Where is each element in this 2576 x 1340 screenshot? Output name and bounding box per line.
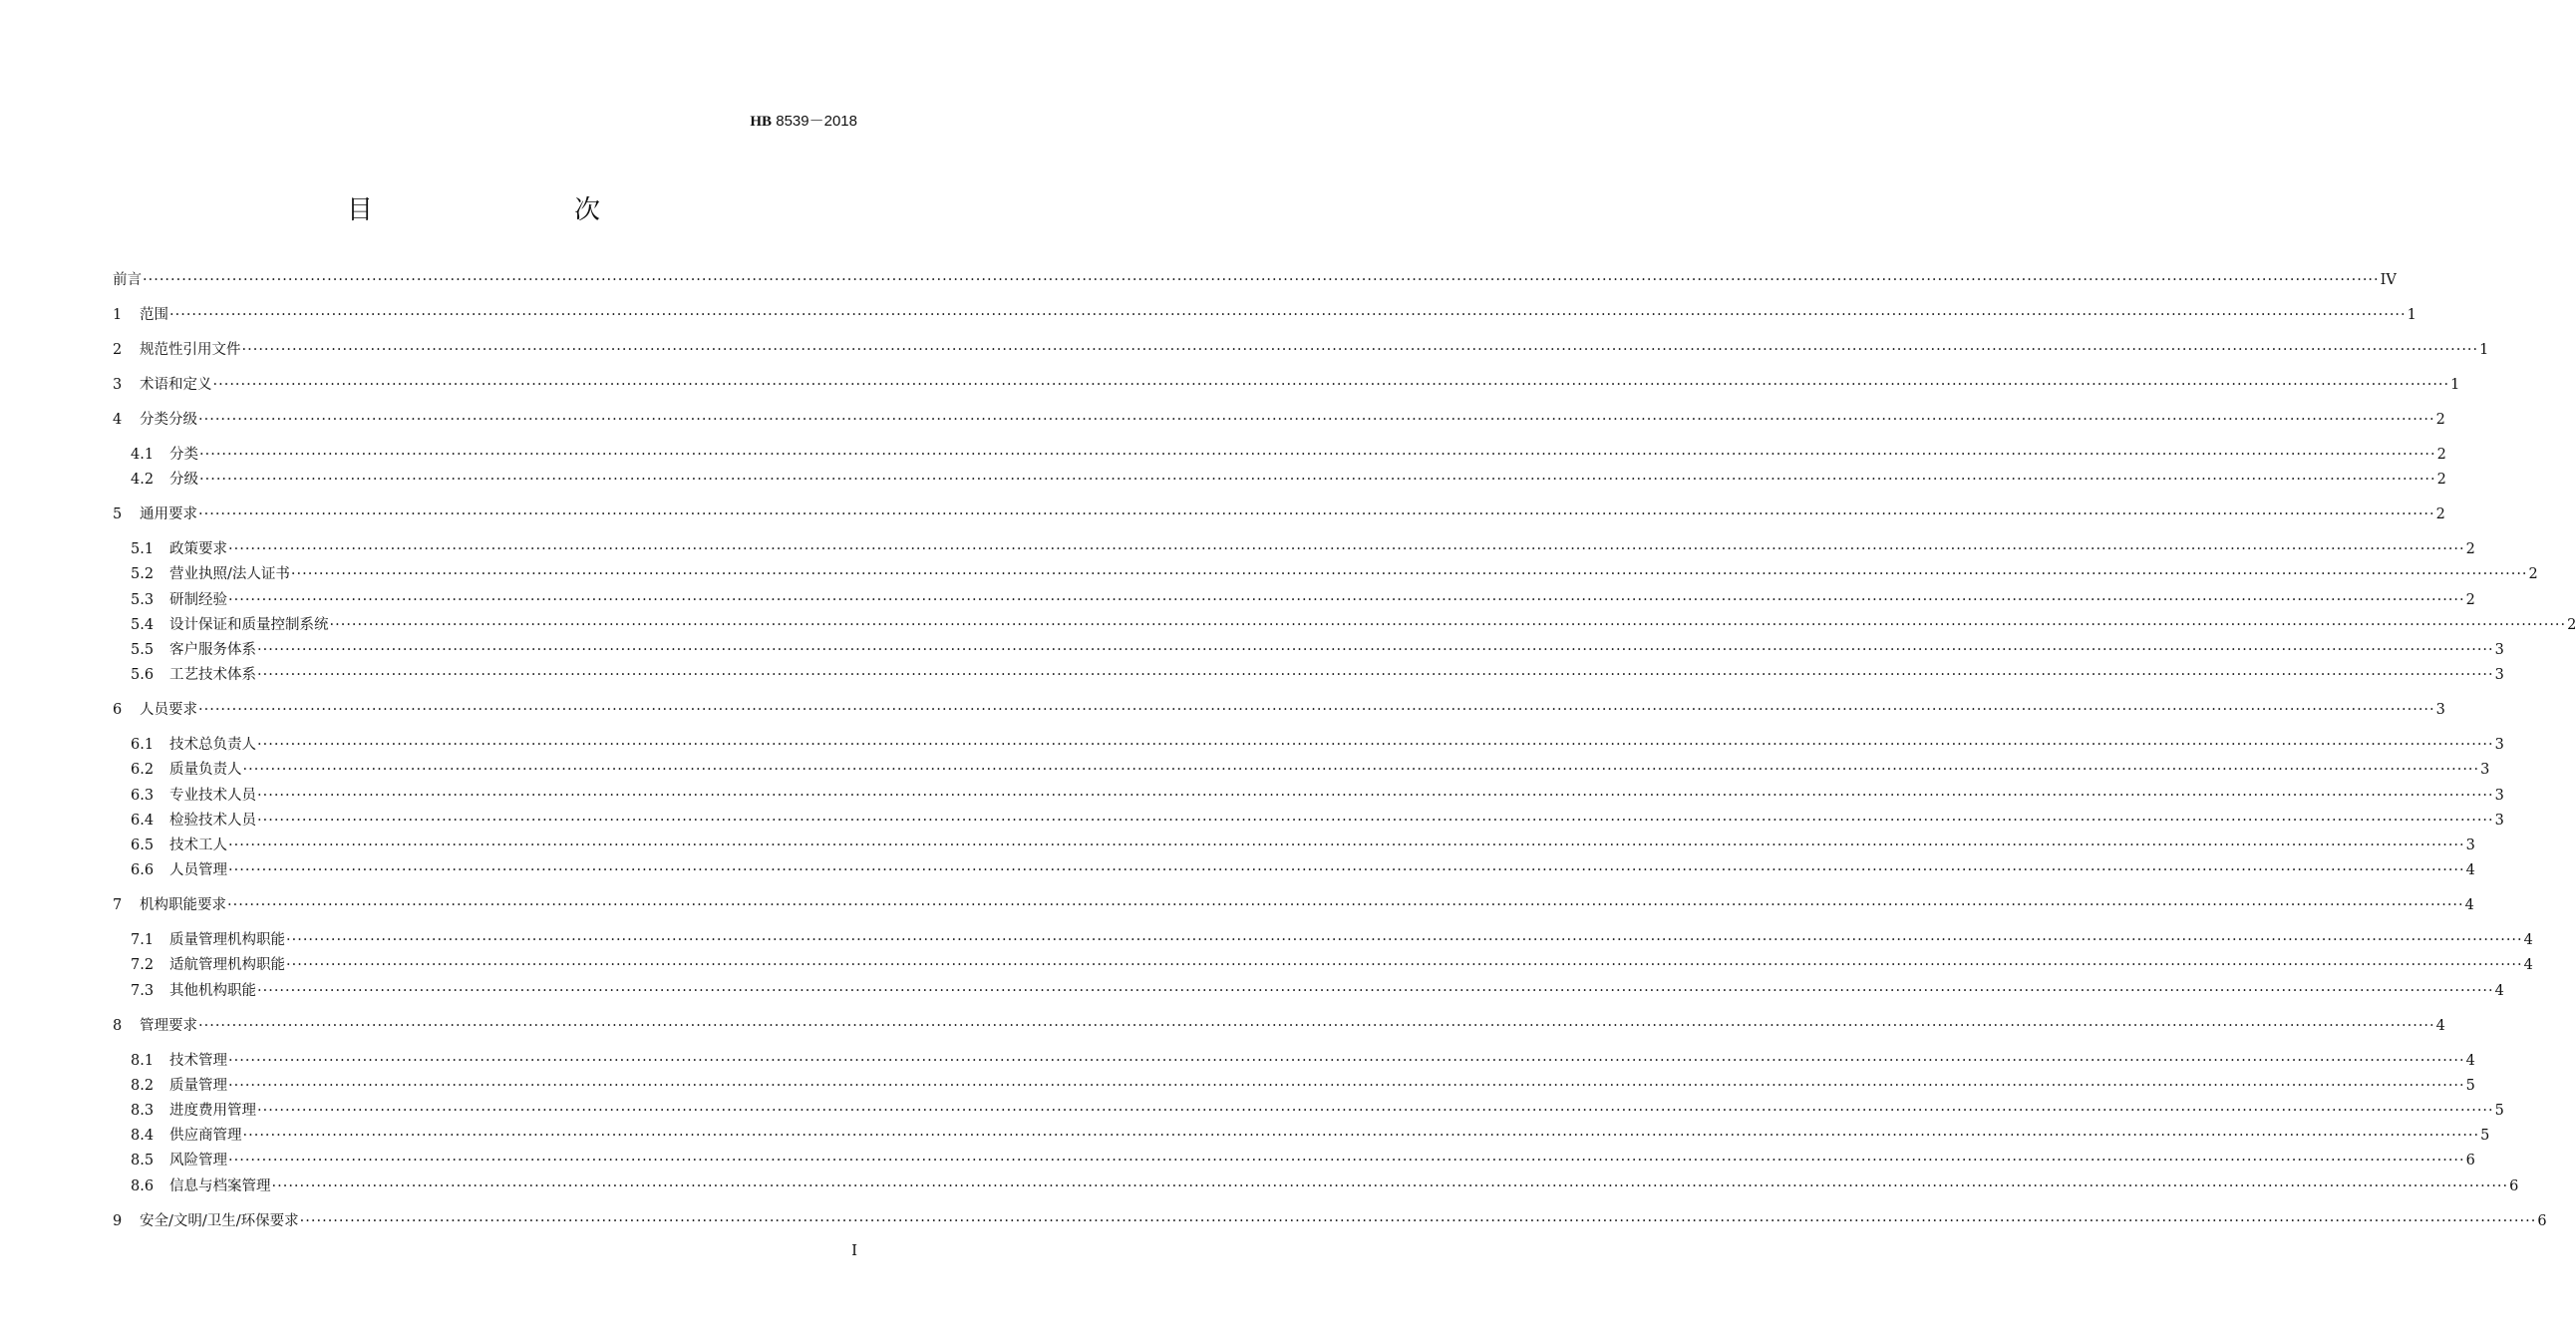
toc-entry-page: 5	[2494, 1103, 2504, 1119]
toc-entry-page: 3	[2494, 642, 2504, 658]
toc-entry-label: 工艺技术体系	[169, 667, 256, 684]
toc-entry[interactable]	[131, 810, 2504, 832]
toc-entry-number: 5.1	[131, 541, 155, 558]
toc-leader-dots: ················································································································································································································································································································································································································	[228, 541, 2465, 558]
toc-leader-dots: ················································································································································································································································································································································································································	[271, 1177, 2509, 1194]
toc-entry-label: 管理要求	[140, 1017, 197, 1034]
toc-entry-page: 3	[2494, 812, 2504, 829]
toc-entry-number: 4.1	[131, 447, 155, 463]
toc-entry-page: 4	[2494, 982, 2504, 999]
toc-entry-number: 6.6	[131, 862, 155, 879]
toc-leader-dots: ················································································································································································································································································································································································································	[242, 762, 2480, 779]
toc-leader-dots: ················································································································································································································································································································································································································	[228, 1077, 2465, 1094]
toc-entry[interactable]	[131, 785, 2504, 807]
toc-entry[interactable]	[113, 699, 2445, 721]
toc-entry-page: 2	[2436, 472, 2446, 489]
toc-entry-label: 人员要求	[140, 702, 197, 719]
toc-entry-label: 范围	[140, 307, 168, 323]
toc-entry-number: 4.2	[131, 472, 155, 489]
toc-entry-page: 3	[2435, 702, 2445, 719]
toc-entry-label: 政策要求	[169, 541, 227, 558]
toc-entry-number: 4	[113, 412, 123, 428]
toc-entry[interactable]	[131, 664, 2504, 686]
toc-entry-number: 6.2	[131, 762, 155, 779]
toc-entry[interactable]	[131, 759, 2490, 781]
toc-entry-number: 6.1	[131, 737, 155, 754]
toc-entry-page: 1	[2407, 307, 2416, 323]
toc-entry-page: 4	[2435, 1017, 2445, 1034]
toc-entry-label: 前言	[113, 272, 142, 288]
toc-entry-page: 2	[2435, 506, 2445, 523]
toc-entry-label: 进度费用管理	[169, 1103, 256, 1119]
toc-leader-dots: ················································································································································································································································································································································································································	[286, 957, 2523, 974]
toc-entry-number: 3	[113, 377, 123, 393]
toc-entry-number: 7.3	[131, 982, 155, 999]
toc-entry[interactable]	[113, 1015, 2445, 1037]
toc-entry-number: 6.3	[131, 787, 155, 804]
toc-entry-page: 3	[2494, 787, 2504, 804]
toc-leader-dots: ················································································································································································································································································································································································································	[143, 272, 2380, 288]
toc-entry-number: 8.3	[131, 1103, 155, 1119]
toc-entry-label: 检验技术人员	[169, 812, 256, 829]
toc-leader-dots: ················································································································································································································································································································································································································	[228, 862, 2465, 879]
document-code-prefix: HB	[750, 114, 773, 130]
toc-entry[interactable]	[113, 894, 2474, 916]
toc-entry-number: 5.5	[131, 642, 155, 658]
toc-entry-label: 通用要求	[140, 506, 197, 523]
toc-entry[interactable]	[113, 339, 2489, 361]
toc-entry-label: 设计保证和质量控制系统	[169, 616, 329, 633]
toc-entry-label: 其他机构职能	[169, 982, 256, 999]
toc-leader-dots: ················································································································································································································································································································································································································	[257, 982, 2494, 999]
toc-entry-number: 8.4	[131, 1128, 155, 1145]
toc-entry-label: 技术管理	[169, 1052, 227, 1069]
toc-entry-label: 分级	[169, 472, 198, 489]
toc-entry-page: 3	[2494, 667, 2504, 684]
toc-entry[interactable]	[131, 444, 2446, 466]
toc-entry-page: 1	[2479, 342, 2489, 358]
toc-entry-page: 4	[2464, 897, 2474, 914]
toc-entry-number: 6	[113, 702, 123, 719]
toc-entry[interactable]	[131, 980, 2504, 1002]
toc-entry-label: 质量负责人	[169, 762, 242, 779]
toc-entry[interactable]	[131, 1150, 2475, 1172]
toc-entry[interactable]	[131, 639, 2504, 661]
toc-leader-dots: ················································································································································································································································································································································································································	[257, 737, 2494, 754]
toc-entry-label: 技术工人	[169, 838, 227, 853]
toc-entry-page: 4	[2523, 932, 2533, 949]
toc-leader-dots: ················································································································································································································································································································································································································	[228, 1153, 2465, 1170]
toc-leader-dots: ················································································································································································································································································································································································································	[228, 1052, 2465, 1069]
toc-entry-page: 3	[2480, 762, 2490, 779]
toc-entry[interactable]	[131, 1175, 2519, 1197]
toc-entry-number: 7.1	[131, 932, 155, 949]
toc-entry-label: 分类	[169, 447, 198, 463]
toc-entry-page: 2	[2465, 541, 2475, 558]
toc-leader-dots: ················································································································································································································································································································································································································	[227, 897, 2464, 914]
toc-entry[interactable]	[131, 1125, 2490, 1147]
toc-entry-page: 2	[2436, 447, 2446, 463]
toc-entry-number: 7.2	[131, 957, 155, 974]
toc-entry-page: 6	[2509, 1177, 2519, 1194]
toc-entry-page: 6	[2465, 1153, 2475, 1170]
toc-entry-page: 2	[2435, 412, 2445, 428]
toc-entry-number: 5.2	[131, 566, 155, 583]
toc-entry-number: 1	[113, 307, 123, 323]
toc-entry-label: 营业执照/法人证书	[169, 566, 290, 583]
toc-leader-dots: ················································································································································································································································································································································································································	[198, 412, 2435, 428]
toc-leader-dots: ················································································································································································································································································································································································································	[199, 447, 2436, 463]
toc-leader-dots: ················································································································································································································································································································································································································	[169, 307, 2407, 323]
toc-entry-label: 专业技术人员	[169, 787, 256, 804]
toc-entry-label: 规范性引用文件	[140, 342, 241, 358]
toc-leader-dots: ················································································································································································································································································································································································································	[299, 1212, 2537, 1229]
toc-entry-label: 供应商管理	[169, 1128, 242, 1145]
toc-entry[interactable]	[113, 503, 2445, 525]
toc-entry-number: 8.2	[131, 1077, 155, 1094]
toc-entry-number: 8.5	[131, 1153, 155, 1170]
toc-entry[interactable]	[131, 469, 2446, 491]
toc-entry[interactable]	[131, 954, 2533, 976]
toc-leader-dots: ················································································································································································································································································································································································································	[241, 342, 2479, 358]
toc-leader-dots: ················································································································································································································································································································································································································	[198, 702, 2435, 719]
toc-entry-label: 质量管理机构职能	[169, 932, 285, 949]
toc-entry-label: 分类分级	[140, 412, 197, 428]
toc-entry-number: 6.5	[131, 838, 155, 853]
toc-entry-page: IV	[2380, 272, 2397, 288]
toc-entry[interactable]	[113, 409, 2445, 431]
toc-entry[interactable]	[131, 1100, 2504, 1122]
toc-entry-number: 8	[113, 1017, 123, 1034]
toc-entry[interactable]	[131, 589, 2475, 611]
toc-entry-label: 信息与档案管理	[169, 1177, 271, 1194]
toc-entry[interactable]	[131, 563, 2538, 585]
toc-entry-label: 风险管理	[169, 1153, 227, 1170]
document-code	[750, 110, 857, 131]
toc-entry-page: 3	[2494, 737, 2504, 754]
toc-entry[interactable]	[131, 835, 2475, 856]
toc-entry[interactable]	[131, 538, 2475, 560]
toc-entry[interactable]	[131, 1075, 2475, 1097]
toc-leader-dots: ················································································································································································································································································································································································································	[198, 1017, 2435, 1034]
toc-entry-page: 4	[2523, 957, 2533, 974]
toc-leader-dots: ················································································································································································································································································································································································································	[257, 1103, 2494, 1119]
toc-entry-number: 5	[113, 506, 123, 523]
toc-entry[interactable]	[113, 374, 2460, 396]
toc-entry-label: 适航管理机构职能	[169, 957, 285, 974]
toc-entry-label: 质量管理	[169, 1077, 227, 1094]
toc-entry-number: 5.3	[131, 591, 155, 608]
toc-leader-dots: ················································································································································································································································································································································································································	[257, 642, 2494, 658]
toc-entry-page: 5	[2480, 1128, 2490, 1145]
toc-entry-page: 1	[2450, 377, 2460, 393]
toc-entry-label: 安全/文明/卫生/环保要求	[140, 1212, 299, 1229]
toc-leader-dots: ················································································································································································································································································································································································································	[286, 932, 2523, 949]
toc-entry[interactable]	[131, 1050, 2475, 1072]
toc-entry-label: 人员管理	[169, 862, 227, 879]
toc-entry[interactable]	[131, 929, 2533, 951]
page-title: 目 次	[346, 195, 650, 225]
toc-leader-dots: ················································································································································································································································································································································································································	[242, 1128, 2480, 1145]
toc-entry-page: 5	[2465, 1077, 2475, 1094]
toc-leader-dots: ················································································································································································································································································································································································································	[228, 838, 2465, 853]
toc-entry[interactable]	[131, 734, 2504, 756]
toc-entry-number: 5.6	[131, 667, 155, 684]
toc-entry-page: 2	[2465, 591, 2475, 608]
toc-leader-dots: ················································································································································································································································································································································································································	[290, 566, 2528, 583]
toc-entry-label: 机构职能要求	[140, 897, 226, 914]
toc-entry-number: 8.1	[131, 1052, 155, 1069]
toc-leader-dots: ················································································································································································································································································································································································································	[212, 377, 2450, 393]
toc-leader-dots: ················································································································································································································································································································································································································	[257, 667, 2494, 684]
toc-leader-dots: ················································································································································································································································································································································································································	[199, 472, 2436, 489]
toc-entry-number: 5.4	[131, 616, 155, 633]
toc-entry-page: 6	[2537, 1212, 2547, 1229]
toc-entry-number: 7	[113, 897, 123, 914]
footer-page-number: I	[851, 1241, 857, 1259]
toc-entry-label: 客户服务体系	[169, 642, 256, 658]
toc-entry-page: 2	[2567, 616, 2576, 633]
toc-leader-dots: ················································································································································································································································································································································································································	[257, 787, 2494, 804]
toc-entry-number: 9	[113, 1212, 123, 1229]
toc-leader-dots: ················································································································································································································································································································································································································	[329, 616, 2567, 633]
toc-entry-label: 术语和定义	[140, 377, 212, 393]
toc-entry[interactable]	[131, 859, 2475, 881]
toc-entry-page: 4	[2465, 1052, 2475, 1069]
toc-entry-page: 2	[2528, 566, 2538, 583]
document-code-number: 8539－2018	[776, 113, 857, 130]
toc-entry-number: 6.4	[131, 812, 155, 829]
toc-entry[interactable]	[131, 614, 2576, 636]
toc-entry[interactable]	[113, 1210, 2547, 1232]
toc-entry[interactable]	[113, 304, 2416, 326]
toc-entry-number: 8.6	[131, 1177, 155, 1194]
toc-leader-dots: ················································································································································································································································································································································································································	[198, 506, 2435, 523]
toc-leader-dots: ················································································································································································································································································································································································································	[257, 812, 2494, 829]
toc-leader-dots: ················································································································································································································································································································································································································	[228, 591, 2465, 608]
toc-entry-page: 3	[2465, 838, 2475, 853]
toc-entry-page: 4	[2465, 862, 2475, 879]
toc-entry-label: 技术总负责人	[169, 737, 256, 754]
toc-entry[interactable]	[113, 269, 2397, 291]
toc-entry-label: 研制经验	[169, 591, 227, 608]
toc-entry-number: 2	[113, 342, 123, 358]
